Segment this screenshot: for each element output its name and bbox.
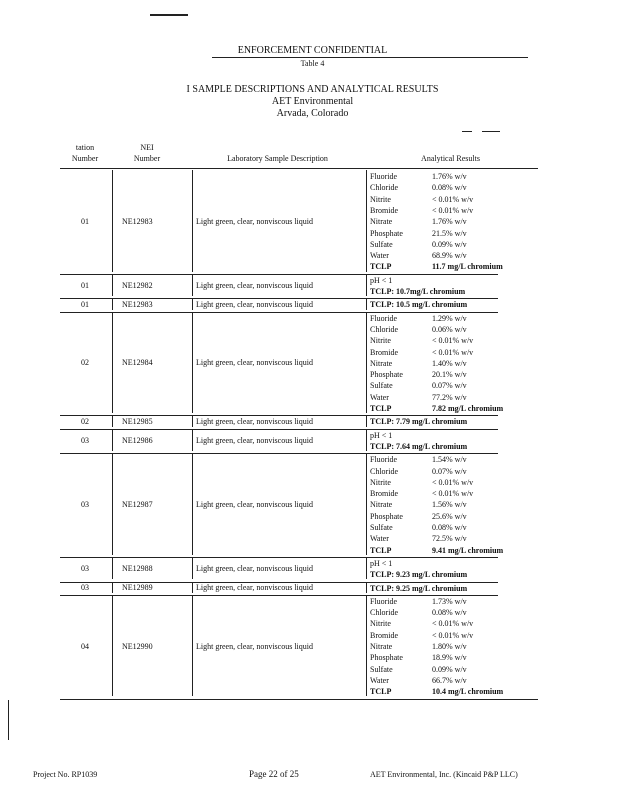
station-number: 02 — [81, 358, 89, 368]
analyte-value: 20.1% w/v — [432, 370, 467, 380]
sample-description: Light green, clear, nonviscous liquid — [196, 299, 313, 309]
col-results: Analytical Results — [421, 154, 480, 163]
station-number: 04 — [81, 641, 89, 651]
analyte-value: < 0.01% w/v — [432, 205, 474, 215]
margin-mark — [8, 700, 9, 740]
analyte-name: Phosphate — [370, 228, 403, 238]
col-nei-1: NEI — [140, 143, 154, 152]
analyte-value: 1.56% w/v — [432, 500, 467, 510]
column-divider — [366, 429, 367, 452]
analyte-value: 21.5% w/v — [432, 228, 467, 238]
column-divider — [366, 298, 367, 309]
row-rule — [60, 699, 538, 700]
column-divider — [192, 298, 193, 309]
column-divider — [366, 170, 367, 272]
result-text: pH < 1 — [370, 430, 393, 440]
row-rule — [60, 274, 498, 275]
analyte-name: Water — [370, 675, 389, 685]
analyte-value: 7.82 mg/L chromium — [432, 404, 504, 413]
analyte-value: 1.76% w/v — [432, 172, 467, 181]
column-divider — [366, 557, 367, 580]
column-divider — [112, 557, 113, 580]
sample-description: Light green, clear, nonviscous liquid — [196, 416, 313, 426]
analyte-name: Chloride — [370, 466, 398, 476]
column-divider — [366, 312, 367, 414]
analyte-value: 25.6% w/v — [432, 511, 467, 521]
nei-number: NE12983 — [122, 299, 153, 309]
column-divider — [112, 453, 113, 555]
analyte-name: Water — [370, 392, 389, 402]
analyte-name: Nitrate — [370, 642, 393, 651]
station-number: 03 — [81, 500, 89, 510]
analyte-name: Bromide — [370, 630, 398, 640]
column-divider — [112, 298, 113, 309]
analyte-name: TCLP — [370, 545, 392, 555]
analyte-value: 0.08% w/v — [432, 523, 467, 532]
analyte-name: Bromide — [370, 205, 398, 215]
analyte-name: Fluoride — [370, 596, 398, 606]
analyte-value: < 0.01% w/v — [432, 630, 474, 640]
column-divider — [366, 415, 367, 426]
analyte-name: Chloride — [370, 608, 398, 618]
station-number: 03 — [81, 583, 89, 593]
sample-description: Light green, clear, nonviscous liquid — [196, 216, 313, 226]
dash — [482, 131, 500, 132]
footer-project: Project No. RP1039 — [33, 770, 98, 779]
result-text: TCLP: 9.25 mg/L chromium — [370, 583, 468, 593]
analyte-value: 0.08% w/v — [432, 608, 467, 618]
analyte-name: Bromide — [370, 347, 398, 357]
station-number: 01 — [81, 299, 89, 309]
column-divider — [112, 429, 113, 452]
page-title: I SAMPLE DESCRIPTIONS AND ANALYTICAL RESULTS — [186, 84, 439, 95]
column-divider — [112, 274, 113, 297]
analyte-name: Fluoride — [370, 172, 398, 181]
analyte-name: TCLP — [370, 687, 392, 697]
row-rule — [60, 557, 498, 558]
analyte-name: Phosphate — [370, 653, 403, 663]
result-text: pH < 1 — [370, 558, 393, 568]
result-text: TCLP: 10.7mg/L chromium — [370, 287, 466, 296]
analyte-value: < 0.01% w/v — [432, 336, 474, 346]
analyte-name: Phosphate — [370, 511, 403, 521]
column-divider — [366, 595, 367, 697]
col-nei-2: Number — [133, 154, 161, 163]
analyte-value: 1.73% w/v — [432, 596, 467, 606]
analyte-name: Phosphate — [370, 370, 403, 380]
analyte-value: < 0.01% w/v — [432, 477, 474, 487]
column-divider — [192, 453, 193, 555]
analyte-value: 10.4 mg/L chromium — [432, 687, 504, 697]
analyte-value: < 0.01% w/v — [432, 489, 474, 499]
sample-description: Light green, clear, nonviscous liquid — [196, 583, 313, 593]
analyte-value: 1.80% w/v — [432, 642, 467, 651]
result-text: TCLP: 7.64 mg/L chromium — [370, 441, 468, 451]
analyte-value: 0.07% w/v — [432, 381, 467, 391]
analyte-value: < 0.01% w/v — [432, 194, 474, 204]
scan-mark — [150, 14, 188, 16]
station-number: 03 — [81, 435, 89, 445]
nei-number: NE12989 — [122, 583, 153, 593]
table-label: Table 4 — [300, 59, 325, 68]
column-divider — [112, 170, 113, 272]
heading-rule — [212, 57, 528, 58]
analyte-name: Fluoride — [370, 455, 398, 465]
analyte-name: Bromide — [370, 489, 398, 499]
analyte-name: Sulfate — [370, 381, 393, 391]
column-divider — [192, 429, 193, 452]
sample-description: Light green, clear, nonviscous liquid — [196, 435, 313, 445]
analyte-name: Water — [370, 534, 389, 544]
column-divider — [192, 274, 193, 297]
station-number: 01 — [81, 281, 89, 290]
analyte-value: 1.29% w/v — [432, 313, 467, 323]
column-divider — [112, 312, 113, 414]
analyte-name: Fluoride — [370, 313, 398, 323]
sample-description: Light green, clear, nonviscous liquid — [196, 281, 313, 290]
analyte-name: Water — [370, 251, 389, 261]
analyte-value: 1.76% w/v — [432, 217, 467, 227]
analyte-value: 1.54% w/v — [432, 455, 467, 465]
analyte-name: Nitrate — [370, 500, 393, 510]
analyte-value: 0.07% w/v — [432, 466, 467, 476]
nei-number: NE12990 — [122, 641, 153, 651]
analyte-value: 66.7% w/v — [432, 675, 467, 685]
analyte-value: 18.9% w/v — [432, 653, 467, 663]
analyte-value: 77.2% w/v — [432, 392, 467, 402]
nei-number: NE12986 — [122, 435, 153, 445]
column-divider — [192, 582, 193, 593]
analyte-name: TCLP — [370, 262, 392, 272]
analyte-value: 0.09% w/v — [432, 664, 467, 674]
result-text: TCLP: 7.79 mg/L chromium — [370, 417, 468, 427]
result-text: pH < 1 — [370, 275, 393, 285]
column-divider — [112, 415, 113, 426]
sample-description: Light green, clear, nonviscous liquid — [196, 564, 313, 574]
analyte-name: Nitrite — [370, 619, 391, 629]
analyte-name: Nitrate — [370, 358, 393, 368]
analyte-value: 0.09% w/v — [432, 239, 467, 249]
analyte-name: Chloride — [370, 183, 398, 193]
sample-description: Light green, clear, nonviscous liquid — [196, 358, 313, 368]
analyte-value: 0.08% w/v — [432, 183, 467, 193]
column-divider — [112, 595, 113, 697]
analyte-name: Nitrate — [370, 217, 393, 227]
station-number: 01 — [81, 216, 89, 226]
org-name: AET Environmental — [271, 96, 354, 107]
nei-number: NE12984 — [122, 358, 153, 368]
confidential-heading: ENFORCEMENT CONFIDENTIAL — [237, 45, 388, 56]
analyte-value: < 0.01% w/v — [432, 619, 474, 629]
nei-number: NE12988 — [122, 564, 153, 574]
nei-number: NE12985 — [122, 416, 153, 426]
station-number: 03 — [81, 564, 89, 574]
analyte-name: Chloride — [370, 324, 398, 334]
footer-page: Page 22 of 25 — [249, 769, 299, 779]
analyte-name: Nitrite — [370, 336, 391, 346]
analyte-value: < 0.01% w/v — [432, 347, 474, 357]
dash — [462, 131, 472, 132]
row-rule — [60, 429, 498, 430]
col-station-2: Number — [71, 154, 99, 163]
row-rule — [60, 595, 498, 596]
col-description: Laboratory Sample Description — [227, 154, 328, 163]
column-divider — [192, 170, 193, 272]
sample-description: Light green, clear, nonviscous liquid — [196, 500, 313, 510]
analyte-name: Nitrite — [370, 477, 391, 487]
sample-description: Light green, clear, nonviscous liquid — [196, 641, 313, 651]
column-divider — [192, 557, 193, 580]
analyte-name: Sulfate — [370, 239, 393, 249]
column-divider — [192, 415, 193, 426]
analyte-value: 72.5% w/v — [432, 534, 467, 544]
analyte-value: 1.40% w/v — [432, 358, 467, 368]
nei-number: NE12987 — [122, 500, 153, 510]
column-divider — [366, 453, 367, 555]
nei-number: NE12982 — [122, 281, 153, 290]
nei-number: NE12983 — [122, 216, 153, 226]
column-divider — [192, 312, 193, 414]
analyte-name: TCLP — [370, 404, 392, 413]
analyte-value: 68.9% w/v — [432, 251, 467, 261]
analyte-value: 9.41 mg/L chromium — [432, 545, 504, 555]
column-divider — [192, 595, 193, 697]
station-number: 02 — [81, 416, 89, 426]
analyte-name: Sulfate — [370, 664, 393, 674]
column-divider — [366, 582, 367, 593]
column-divider — [112, 582, 113, 593]
org-location: Arvada, Colorado — [276, 108, 349, 119]
header-rule — [60, 168, 538, 169]
row-rule — [60, 312, 498, 313]
analyte-value: 11.7 mg/L chromium — [432, 262, 503, 272]
col-station-1: tation — [75, 143, 95, 152]
result-text: TCLP: 9.23 mg/L chromium — [370, 570, 468, 580]
row-rule — [60, 453, 498, 454]
result-text: TCLP: 10.5 mg/L chromium — [370, 300, 468, 310]
analyte-name: Nitrite — [370, 194, 391, 204]
column-divider — [366, 274, 367, 297]
analyte-value: 0.06% w/v — [432, 324, 467, 334]
analyte-name: Sulfate — [370, 523, 393, 532]
footer-company: AET Environmental, Inc. (Kincaid P&P LLC) — [370, 770, 518, 779]
